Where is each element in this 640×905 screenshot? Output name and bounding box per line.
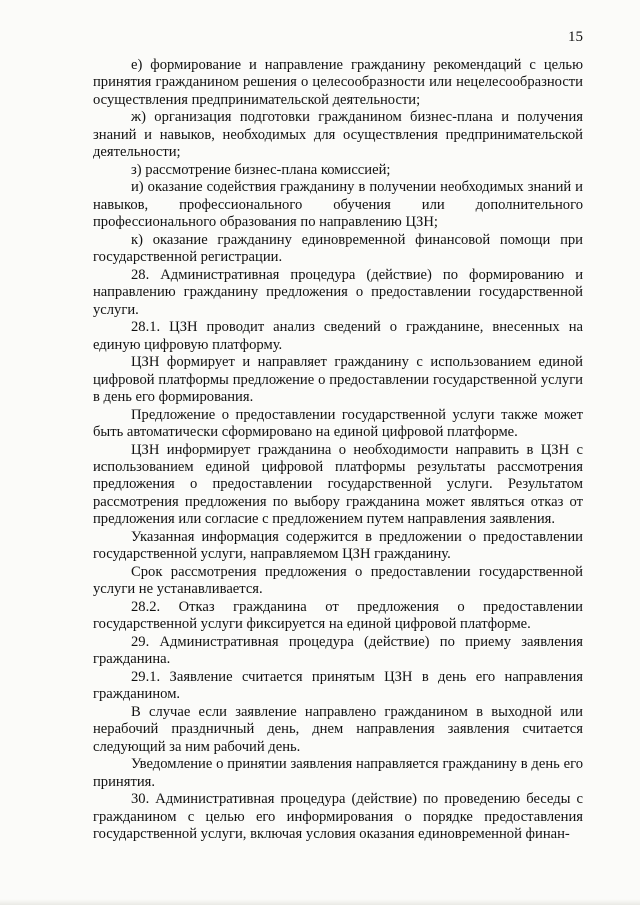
paragraph: 28.1. ЦЗН проводит анализ сведений о гражданине, внесенных на единую цифровую платформу. <box>93 319 583 353</box>
paragraph: 28.2. Отказ гражданина от предложения о предоставлении государственной услуги фиксируется на единой цифровой платформе. <box>93 598 583 633</box>
paragraph: ЦЗН формирует и направляет гражданину с использованием единой цифровой платформы предложение о предоставлении государственной услуги в день его формирования. <box>93 354 583 406</box>
paragraph: Срок рассмотрения предложения о предоставлении государственной услуги не устанавливается. <box>93 563 583 598</box>
paragraph: Уведомление о принятии заявления направляется гражданину в день его принятия. <box>93 756 583 790</box>
paragraph: е) формирование и направление гражданину рекомендаций с целью принятия гражданином решения о целесообразности или нецелесообразности осуществления предпринимательской деятельности; <box>93 57 583 108</box>
paragraph: и) оказание содействия гражданину в получении необходимых знаний и навыков, профессионального обучения или дополнительного профессионального образования по направлению ЦЗН; <box>93 179 583 231</box>
paragraph: Указанная информация содержится в предложении о предоставлении государственной услуги, направляемом ЦЗН гражданину. <box>93 528 583 563</box>
page-number: 15 <box>568 29 583 45</box>
paragraph: к) оказание гражданину единовременной финансовой помощи при государственной регистрации. <box>93 231 583 266</box>
paragraph: ж) организация подготовки гражданином бизнес-плана и получения знаний и навыков, необходимых для осуществления предпринимательской деятельности; <box>93 109 583 161</box>
paragraph: 28. Административная процедура (действие) по формированию и направлению гражданину предложения о предоставлении государственной услуги. <box>93 266 583 318</box>
paragraph: В случае если заявление направлено гражданином в выходной или нерабочий праздничный день, днем направления заявления считается следующий за ним рабочий день. <box>93 703 583 755</box>
scan-edge <box>0 899 640 905</box>
paragraph: 29.1. Заявление считается принятым ЦЗН в день его направления гражданином. <box>93 668 583 703</box>
paragraph: 29. Административная процедура (действие) по приему заявления гражданина. <box>93 633 583 668</box>
paragraph: ЦЗН информирует гражданина о необходимости направить в ЦЗН с использованием единой цифровой платформы результаты рассмотрения предложения о предоставлении государственной услуги. Результатом рассмотрения предложения по выбору гражданина может являться отказ от предложения или согласие с предложением путем направления заявления. <box>93 441 583 528</box>
paragraph: Предложение о предоставлении государственной услуги также может быть автоматически сформировано на единой цифровой платформе. <box>93 406 583 441</box>
paragraph: з) рассмотрение бизнес-плана комиссией; <box>131 161 391 178</box>
document-body <box>93 57 583 844</box>
paragraph: 30. Административная процедура (действие) по проведению беседы с гражданином с целью его информирования о порядке предоставления государственной услуги, включая условия оказания единовременной финан- <box>93 791 583 843</box>
